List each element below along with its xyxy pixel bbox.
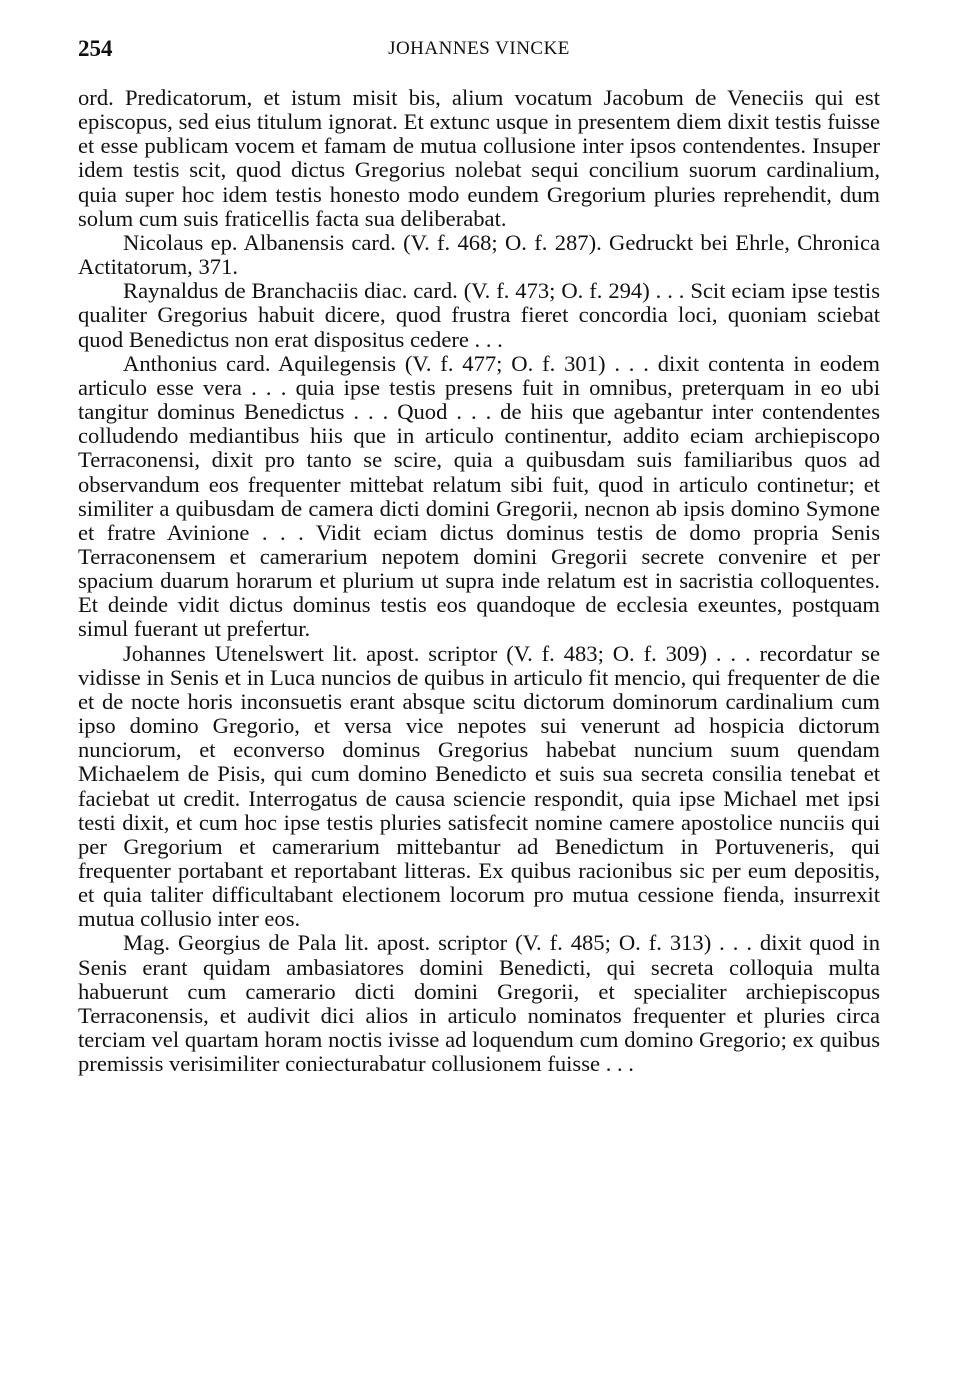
running-title: JOHANNES VINCKE bbox=[388, 38, 570, 59]
page-header bbox=[78, 36, 880, 66]
paragraph-johannes-utenelswert: Johannes Utenelswert lit. apost. scriptor (V. f. 483; O. f. 309) . . . recordatur se vidisse in Senis et in Luca nuncios de quibus in articulo fit mencio, qui frequenter de die et de nocte horis inconsuetis erant absque scitu dictorum dominorum cardinalium cum ipso domino Gregorio, et versa vice nepotes sui venerunt ad hospicia dictorum nunciorum, et econverso dominus Gregorius habebat nuncium suum quendam Michaelem de Pisis, qui cum domino Benedicto et suis sua secreta consilia tenebat et faciebat ut credit. Interrogatus de causa sciencie respondit, quia ipse Michael met ipsi testi dixit, et cum hoc ipse testis pluries satisfecit nomine camere apostolice nunciis qui per Gregorium et camerarium mittebantur ad Benedictum in Portuveneris, qui frequenter portabant et reportabant litteras. Ex quibus racionibus sic per eum depositis, et quia taliter difficultabant electionem locorum pro mutua cessione fienda, insurrexit mutua collusio inter eos. bbox=[78, 640, 880, 932]
paragraph-nicolaus: Nicolaus ep. Albanensis card. (V. f. 468; O. f. 287). Gedruckt bei Ehrle, Chronica Actitatorum, 371. bbox=[78, 229, 880, 280]
paragraph-raynaldus: Raynaldus de Branchaciis diac. card. (V. f. 473; O. f. 294) . . . Scit eciam ipse testis qualiter Gregorius habuit dicere, quod frustra fieret concordia loci, quoniam sciebat quod Benedictus non erat dispositus cedere . . . bbox=[78, 278, 880, 352]
page-number: 254 bbox=[78, 36, 113, 61]
paragraph-anthonius: Anthonius card. Aquilegensis (V. f. 477; O. f. 301) . . . dixit contenta in eodem articulo esse vera . . . quia ipse testis presens fuit in omnibus, preterquam in eo ubi tangitur dominus Benedictus . . . Quod . . . de hiis que agebantur inter contendentes colludendo mediantibus hiis que in articulo continentur, addito eciam archiepiscopo Terraconensi, dixit pro tanto se scire, quia a quibusdam suis familiaribus quos ad observandum eos frequenter mittebat relatum sibi fuit, quod in articulo continetur; et similiter a quibusdam de camera dicti domini Gregorii, necnon ab ipsis domino Symone et fratre Avinione . . . Vidit eciam dictus dominus testis de domo propria Senis Terraconensem et camerarium nepotem domini Gregorii secrete convenire et per spacium duarum horarum et plurium ut supra inde relatum est in sacristia colloquentes. Et deinde vidit dictus dominus testis eos quandoque de ecclesia exeuntes, postquam simul fuerant ut prefertur. bbox=[78, 350, 880, 642]
paragraph-testimony-continuation: ord. Predicatorum, et istum misit bis, alium vocatum Jacobum de Veneciis qui est episcopus, sed eius titulum ignorat. Et extunc usque in presentem diem dixit testis fuisse et esse publicam vocem et famam de mutua collusione inter ipsos contendentes. Insuper idem testis scit, quod dictus Gregorius nolebat sequi concilium suorum cardinalium, quia super hoc idem testis honesto modo eundem Gregorium pluries reprehendit, dum solum cum suis fraticellis facta sua deliberabat. bbox=[78, 85, 880, 231]
body-text bbox=[78, 86, 880, 1076]
paragraph-georgius-de-pala: Mag. Georgius de Pala lit. apost. scriptor (V. f. 485; O. f. 313) . . . dixit quod in Senis erant quidam ambasiatores domini Benedicti, qui secreta colloquia multa habuerunt cum camerario dicti domini Gregorii, et specialiter archiepiscopus Terraconensis, et audivit dici alios in articulo nominatos frequenter et pluries circa terciam vel quartam horam noctis ivisse ad loquendum cum domino Gregorio; ex quibus premissis verisimiliter coniecturabatur collusionem fuisse . . . bbox=[78, 930, 880, 1077]
